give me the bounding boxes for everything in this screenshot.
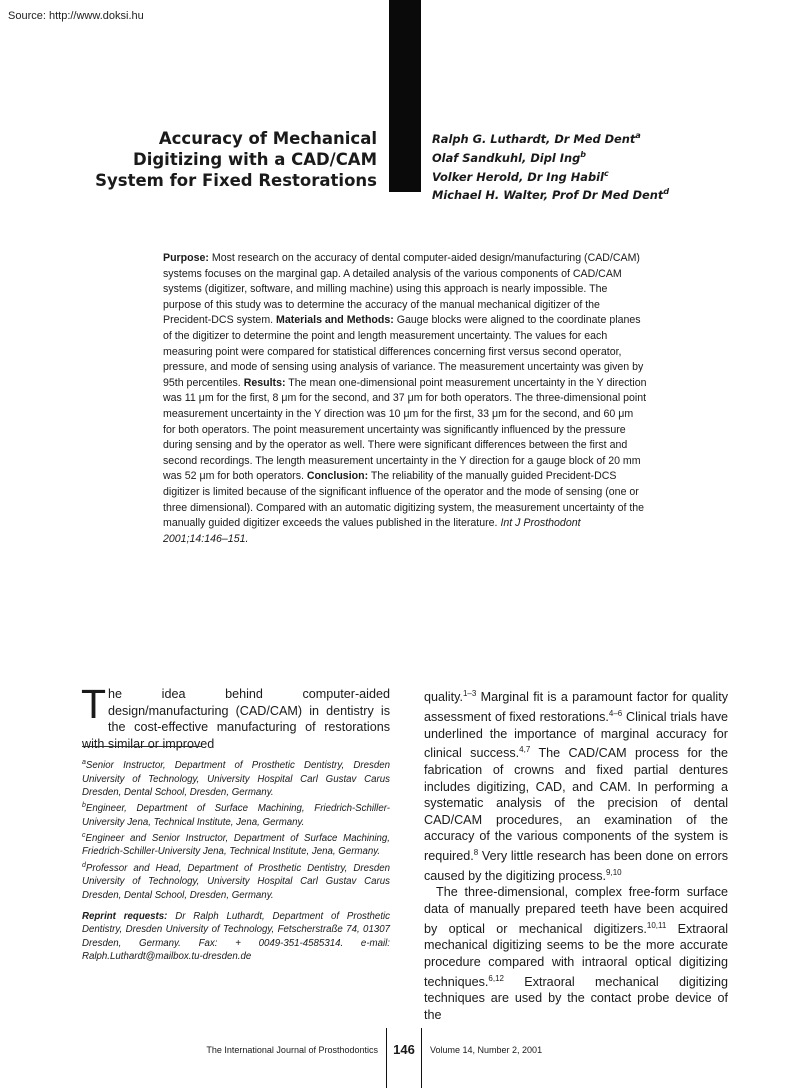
citation-ref: 4–6 — [608, 708, 623, 718]
citation-ref: 8 — [473, 847, 479, 857]
conclusion-label: Conclusion: — [306, 470, 369, 483]
volume-info: Volume 14, Number 2, 2001 — [430, 1045, 543, 1055]
purpose-text: Most research on the accuracy of dental computer-aided design/manufacturing (CAD/CAM) systems focuses on the marginal gap. A detailed analysis of the various components of CAD/CAM systems (digitizer, software, and milling machine) using this approach is nearly impossible. The purpose of this study was to determine the accuracy of the manual mechanical digitizer of the Precident-DCS system. — [163, 252, 640, 327]
results-text: The mean one-dimensional point measurement uncertainty in the Y direction was 11 μm for the first, 8 μm for the second, and 37 μm for both operators. The three-dimensional point measurement uncertainty in the Y direction was 10 μm for the first, 33 μm for the second, and 60 μm for both operators. The point measurement uncertainty was significantly influenced by the pressure during sensing and by the operator as well. There were significant differences between the first and second recordings. The length measurement uncertainty in the Y direction for a gauge block of 20 mm was 52 μm for both operators. — [163, 376, 647, 483]
title-line: Accuracy of Mechanical — [158, 129, 377, 148]
article-title — [77, 128, 377, 191]
citation-ref: 10,11 — [646, 920, 667, 930]
citation-ref: 1–3 — [462, 689, 477, 698]
text-run: Extraoral mechanical digitizing seems to be the more accurate procedure compared with intraoral optical digitizing techniques. — [424, 921, 728, 989]
title-line: Digitizing with a CAD/CAM — [133, 150, 377, 169]
author: Ralph G. Luthardt, Dr Med Dent$^a$ — [432, 131, 641, 146]
drop-cap: T — [81, 681, 107, 727]
citation-ref: 9,10 — [606, 867, 622, 877]
page-number-box — [386, 1028, 422, 1088]
footnote-divider — [82, 746, 202, 747]
abstract — [163, 251, 648, 547]
author: Michael H. Walter, Prof Dr Med Dent$^d$ — [432, 187, 670, 203]
author: Volker Herold, Dr Ing Habil$^c$ — [432, 168, 609, 184]
page-number: 146 — [393, 1042, 415, 1057]
intro-text: he idea behind computer-aided design/manufacturing (CAD/CAM) in dentistry is the cost-effective manufacturing of restorations with similar or improved — [82, 687, 390, 751]
results-label: Results: — [243, 376, 286, 389]
author: Olaf Sandkuhl, Dipl Ing$^b$ — [432, 149, 586, 165]
methods-label: Materials and Methods: — [276, 314, 394, 327]
text-run: The three-dimensional, complex free-form surface data of manually prepared teeth have been acquired by optical or mechanical digitizers. — [424, 885, 728, 936]
body-right-column — [424, 686, 728, 1024]
citation-ref: 4,7 — [519, 745, 531, 755]
footnotes — [82, 756, 390, 963]
title-line: System for Fixed Restorations — [95, 171, 377, 190]
footnote: $^a$Senior Instructor, Department of Prosthetic Dentistry, Dresden University of Technology, University Hospital Carl Gustav Carus Dresden, Dental School, Dresden, Germany. — [82, 759, 390, 798]
text-run: Extraoral mechanical digitizing techniques are used by the contact probe device of the — [424, 974, 728, 1022]
text-run: Clinical trials have underlined the importance of marginal accuracy for clinical success. — [424, 709, 728, 761]
conclusion-text: The reliability of the manually guided Precident-DCS digitizer is limited because of the significant influence of the operator and the mode of sensing (one or three dimensional). Compared with an automatic digitizing system, the measurement uncertainty of the manually guided digitizer exceeds the values published in the literature. — [163, 470, 645, 530]
purpose-label: Purpose: — [163, 252, 209, 264]
intro-paragraph — [81, 681, 390, 752]
text-run: The CAD/CAM process for the fabrication of crowns and fixed partial dentures includes digitizing, CAD, and CAM. In performing a systematic analysis of the precision of dental CAD/CAM procedures, an examination of the accuracy of the various components of the system is required. — [424, 746, 729, 864]
decorative-black-bar — [389, 0, 421, 192]
author-list — [432, 128, 792, 203]
methods-text: Gauge blocks were aligned to the coordinate planes of the digitizer to determine the point and length measurement uncertainty. The values for each measuring point were compared for statistical differences concerning first versus second operator, pressure, and mode of sensing using analysis of variance. The measurement uncertainty was given by 95th percentiles. — [163, 314, 644, 389]
footnote: $^d$Professor and Head, Department of Prosthetic Dentistry, Dresden University of Technology, University Hospital Carl Gustav Carus Dresden, Dental School, Dresden, Germany. — [82, 861, 390, 901]
citation-ref: 6,12 — [488, 973, 504, 983]
footnote: $^c$Engineer and Senior Instructor, Department of Surface Machining, Friedrich-Schiller-University Jena, Technical Institute, Jena, Germany. — [82, 831, 390, 858]
body-paragraph — [424, 884, 728, 1023]
citation: Int J Prosthodont 2001;14:146–151. — [163, 517, 581, 545]
reprint-requests: Reprint requests: Dr Ralph Luthardt, Department of Prosthetic Dentistry, Dresden University of Technology, Fetscherstraße 74, 01307 Dresden, Germany. Fax: + 0049-351-4585314. e-mail: Ralph.Luthardt@mailbox.tu-dresden.de — [82, 910, 391, 962]
journal-name: The International Journal of Prosthodontics — [206, 1045, 378, 1055]
body-paragraph — [424, 686, 728, 884]
text-run: Marginal fit is a paramount factor for quality assessment of fixed restorations. — [424, 690, 728, 724]
footnote: $^b$Engineer, Department of Surface Machining, Friedrich-Schiller-University Jena, Technical Institute, Jena, Germany. — [82, 802, 390, 828]
source-url: Source: http://www.doksi.hu — [8, 10, 144, 22]
text-run: quality. — [424, 690, 463, 705]
text-run: Very little research has been done on errors caused by the digitizing process. — [424, 849, 728, 883]
